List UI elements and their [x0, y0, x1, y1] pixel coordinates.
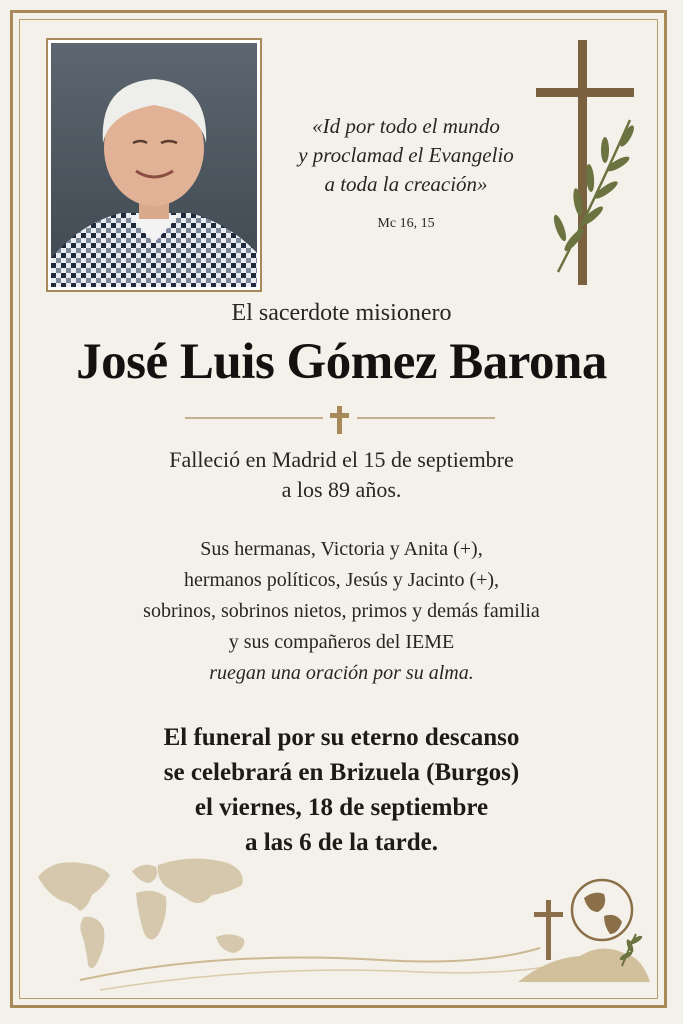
quote-line: «Id por todo el mundo — [312, 114, 500, 138]
quote-reference: Mc 16, 15 — [377, 216, 435, 231]
death-line: Falleció en Madrid el 15 de septiembre — [169, 447, 514, 472]
funeral-line: a las 6 de la tarde. — [244, 829, 439, 856]
quote-line: y proclamad el Evangelio — [298, 143, 514, 167]
funeral-line: el viernes, 18 de septiembre — [194, 794, 489, 821]
quote-line: a toda la creación» — [324, 172, 488, 196]
globe-and-cross-icon — [518, 872, 650, 984]
cross-with-olive-branch-icon — [530, 40, 645, 285]
death-line: a los 89 años. — [281, 477, 402, 502]
deceased-name: José Luis Gómez Barona — [76, 334, 607, 390]
family-line: hermanos políticos, Jesús y Jacinto (+), — [183, 569, 500, 591]
family-line: y sus compañeros del IEME — [228, 631, 455, 653]
family-line: sobrinos, sobrinos nietos, primos y demás familia — [143, 600, 540, 622]
prayer-line: ruegan una oración por su alma. — [209, 662, 474, 684]
funeral-notice — [0, 720, 683, 860]
funeral-line: El funeral por su eterno descanso — [163, 724, 520, 751]
funeral-line: se celebrará en Brizuela (Burgos) — [163, 759, 520, 786]
family-notice — [0, 534, 683, 689]
bible-quote — [268, 112, 544, 199]
death-notice — [0, 445, 683, 505]
family-line: Sus hermanas, Victoria y Anita (+), — [200, 538, 483, 560]
portrait-photo — [46, 38, 262, 292]
cross-divider-icon — [185, 404, 495, 436]
subtitle: El sacerdote misionero — [231, 300, 452, 326]
